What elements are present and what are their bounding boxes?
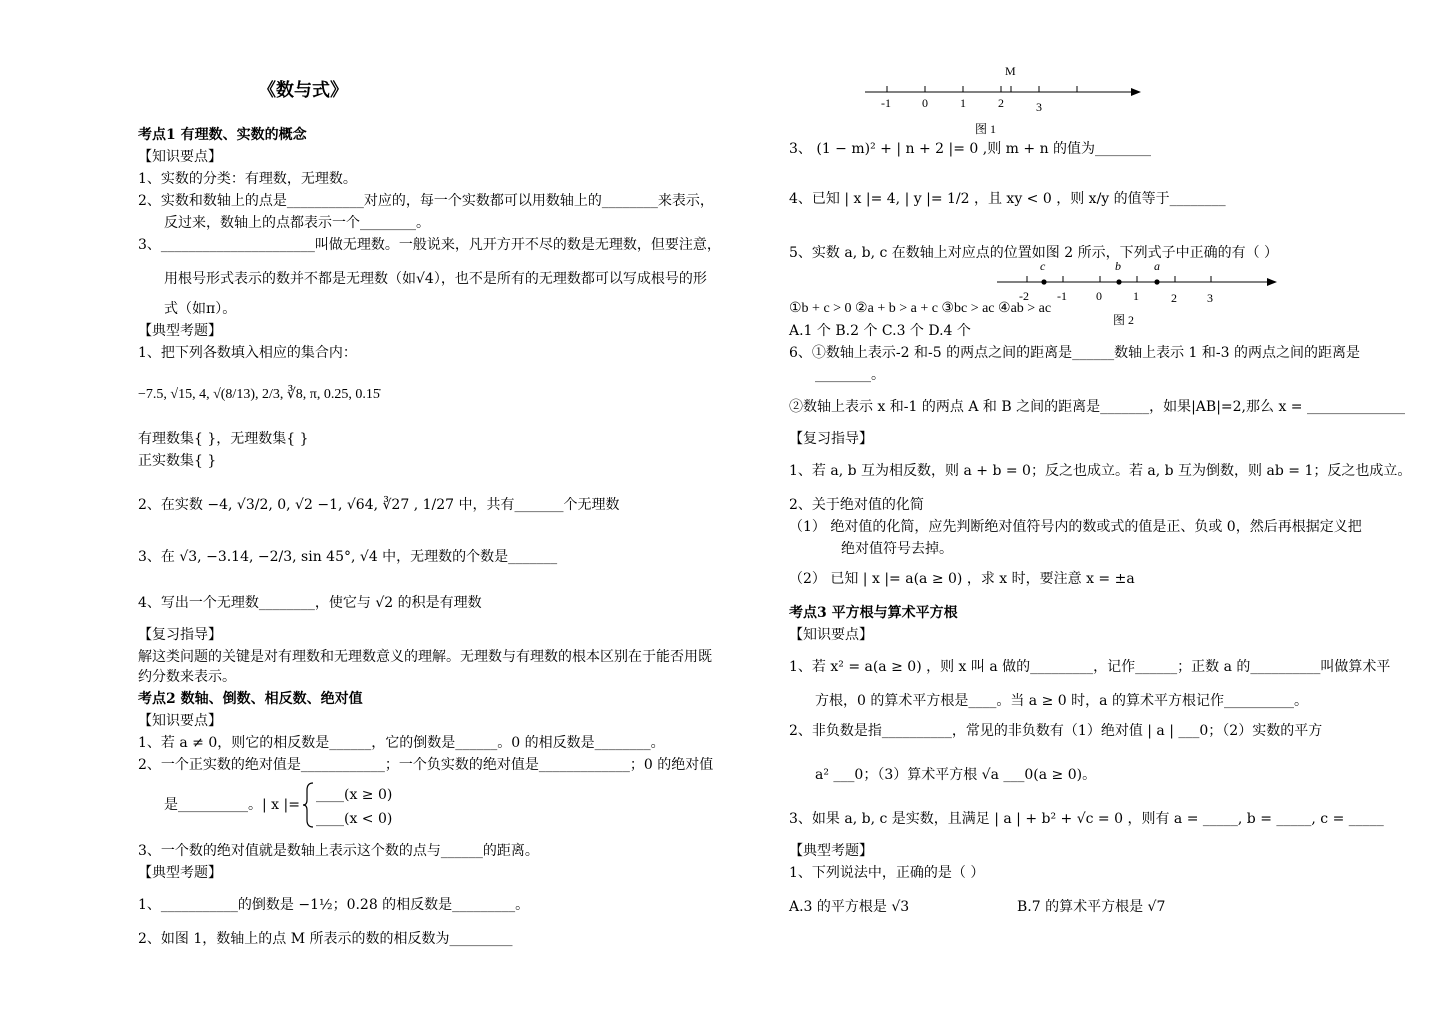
topic2-heading: 考点2 数轴、倒数、相反数、绝对值	[138, 691, 363, 707]
fig1-tick-label: 2	[998, 96, 1004, 110]
question-2: 2、在实数 −4, √3/2, 0, √2 −1, √64, ∛27 , 1/27 中，共有_______个无理数	[138, 497, 620, 513]
fig2-caption: 图 2	[1113, 313, 1135, 327]
review-item-2b: （2） 已知 | x |= a(a ≥ 0) ，求 x 时，要注意 x = ±a	[789, 571, 1135, 587]
question-6: 6、①数轴上表示-2 和-5 的两点之间的距离是______数轴上表示 1 和-3 的两点之间的距离是	[789, 345, 1360, 361]
number-line-figure-1	[859, 60, 1149, 140]
typical-heading: 【典型考题】	[138, 323, 222, 339]
question-1-numbers: −7.5, √15, 4, √(8/13), 2/3, ∛8, π, 0.25, 0.15̇	[138, 387, 380, 402]
topic1-heading: 考点1 有理数、实数的概念	[138, 127, 307, 143]
review-item-2a: （1） 绝对值的化简，应先判断绝对值符号内的数或式的值是正、负或 0，然后再根据定义把	[789, 519, 1362, 535]
typical2-heading: 【典型考题】	[138, 865, 222, 881]
right-column	[789, 0, 1419, 1012]
option-b: B.7 的算术平方根是 √7	[1017, 899, 1166, 915]
knowledge-item-3: 3、______________________叫做无理数。一般说来，凡开方开不尽的数是无理数，但要注意，	[138, 237, 721, 253]
typical3-heading: 【典型考题】	[789, 843, 873, 859]
question-3: 3、在 √3, −3.14, −2/3, sin 45°, √4 中，无理数的个数是_______	[138, 549, 558, 565]
question-5-right: 5、实数 a, b, c 在数轴上对应点的位置如图 2 所示，下列式子中正确的有（ ）	[789, 245, 1279, 261]
document-title: 《数与式》	[258, 80, 348, 101]
question-6-part-2: ②数轴上表示 x 和-1 的两点 A 和 B 之间的距离是_______，如果|AB|=2,那么 x = ______________	[789, 399, 1405, 415]
topic3-item-1: 1、若 x² = a(a ≥ 0) ，则 x 叫 a 做的_________，记作______；正数 a 的__________叫做算术平	[789, 659, 1391, 675]
positive-real-set: 正实数集{ }	[138, 453, 217, 469]
point-b-label: b	[1115, 259, 1121, 273]
fig2-tick-label: 0	[1096, 289, 1102, 303]
question-4-right: 4、已知 | x |= 4, | y |= 1/2 ，且 xy < 0 ，则 x/y 的值等于________	[789, 191, 1226, 207]
point-c-label: c	[1040, 259, 1046, 273]
abs-case-negative: ____(x < 0)	[316, 811, 393, 827]
point-a-label: a	[1154, 259, 1160, 273]
brace-icon	[302, 782, 314, 828]
knowledge-item-3-end: 式（如π）。	[164, 301, 237, 317]
abs-case-positive: ____(x ≥ 0)	[316, 787, 393, 803]
knowledge-heading: 【知识要点】	[138, 149, 222, 165]
review-item-2a-cont: 绝对值符号去掉。	[841, 541, 953, 557]
review-heading-right: 【复习指导】	[789, 431, 873, 447]
topic2-item-3: 3、一个数的绝对值就是数轴上表示这个数的点与______的距离。	[138, 843, 539, 859]
fig1-tick-label: 3	[1036, 100, 1042, 114]
review-item-2: 2、关于绝对值的化简	[789, 497, 924, 513]
topic2-question-2: 2、如图 1，数轴上的点 M 所表示的数的相反数为_________	[138, 931, 513, 947]
topic3-item-2: 2、非负数是指__________，常见的非负数有（1）绝对值 | a | ___0；（2）实数的平方	[789, 723, 1323, 739]
fig1-tick-label: 1	[960, 96, 966, 110]
knowledge-item-3-cont: 用根号形式表示的数并不都是无理数（如√4），也不是所有的无理数都可以写成根号的形	[164, 271, 707, 287]
option-a: A.3 的平方根是 √3	[789, 899, 910, 915]
fig1-caption: 图 1	[975, 122, 997, 136]
review-item-1: 1、若 a, b 互为相反数，则 a + b = 0；反之也成立。若 a, b 互为倒数，则 ab = 1；反之也成立。	[789, 463, 1412, 479]
point-c	[1041, 279, 1046, 284]
fig2-tick-label: 3	[1207, 291, 1213, 305]
left-column	[138, 0, 763, 1012]
topic2-item-1: 1、若 a ≠ 0，则它的相反数是______，它的倒数是______。0 的相反数是________。	[138, 735, 665, 751]
question-5-options: ①b + c > 0 ②a + b > a + c ③bc > ac ④ab > ac	[789, 301, 1052, 316]
point-m-label: M	[1005, 64, 1016, 78]
point-b	[1116, 279, 1121, 284]
fig2-tick-label: 2	[1171, 291, 1177, 305]
fig2-tick-label: 1	[1133, 289, 1139, 303]
topic3-question-1: 1、下列说法中，正确的是（ ）	[789, 865, 985, 881]
review-text: 解这类问题的关键是对有理数和无理数意义的理解。无理数与有理数的根本区别在于能否用既	[138, 649, 712, 665]
topic3-item-3: 3、如果 a, b, c 是实数，且满足 | a | + b² + √c = 0 ，则有 a = _____, b = _____, c = _____	[789, 811, 1384, 827]
knowledge3-heading: 【知识要点】	[789, 627, 873, 643]
topic2-question-1: 1、___________的倒数是 −1½；0.28 的相反数是_________。	[138, 897, 530, 913]
knowledge2-heading: 【知识要点】	[138, 713, 222, 729]
knowledge-item-2: 2、实数和数轴上的点是___________对应的，每一个实数都可以用数轴上的________来表示，	[138, 193, 714, 209]
review-heading: 【复习指导】	[138, 627, 222, 643]
review-text-cont: 约分数来表示。	[138, 669, 236, 685]
topic3-item-1-cont: 方根，0 的算术平方根是____。当 a ≥ 0 时，a 的算术平方根记作__________。	[815, 693, 1308, 709]
question-6-cont: ________。	[815, 367, 885, 383]
question-1: 1、把下列各数填入相应的集合内：	[138, 345, 357, 361]
topic3-item-2-cont: a² ___0；（3）算术平方根 √a ___0(a ≥ 0)。	[815, 767, 1097, 783]
fig2-tick-label: -1	[1057, 289, 1067, 303]
rational-set: 有理数集{ }，无理数集{ }	[138, 431, 309, 447]
topic2-item-2-cont: 是__________。| x |=	[164, 797, 300, 813]
question-3-right: 3、 (1 − m)² + | n + 2 |= 0 ,则 m + n 的值为________	[789, 141, 1152, 157]
knowledge-item-1: 1、实数的分类：有理数，无理数。	[138, 171, 357, 187]
fig1-tick-label: 0	[922, 96, 928, 110]
knowledge-item-2-cont: 反过来，数轴上的点都表示一个________。	[164, 215, 430, 231]
fig2-tick-label: -2	[1019, 289, 1029, 303]
question-4: 4、写出一个无理数________，使它与 √2 的积是有理数	[138, 595, 482, 611]
question-5-choices: A.1 个 B.2 个 C.3 个 D.4 个	[789, 323, 971, 339]
fig1-tick-label: -1	[881, 96, 891, 110]
topic3-heading: 考点3 平方根与算术平方根	[789, 605, 958, 621]
topic2-item-2: 2、一个正实数的绝对值是____________；一个负实数的绝对值是_____________；0 的绝对值	[138, 757, 714, 773]
point-a	[1154, 279, 1159, 284]
